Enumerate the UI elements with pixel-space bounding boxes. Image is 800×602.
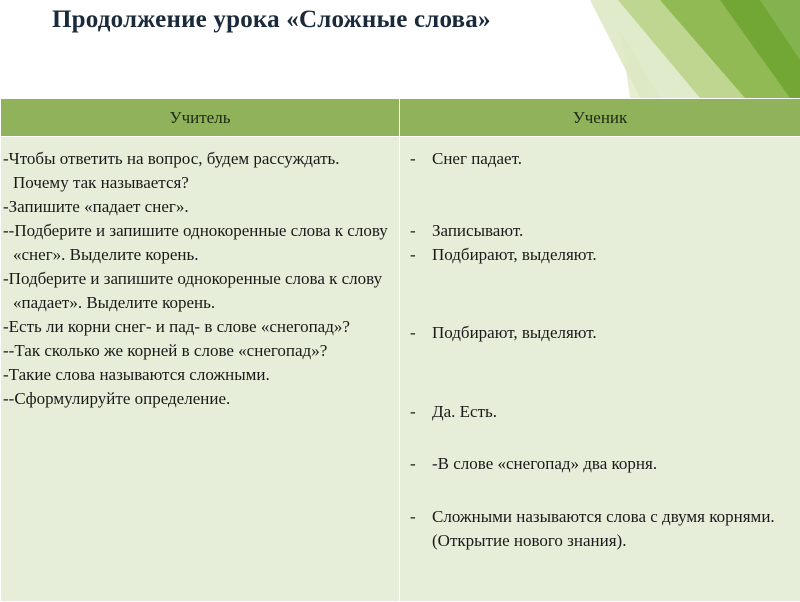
teacher-cell <box>1 137 400 602</box>
student-line <box>408 400 792 424</box>
teacher-line: -Такие слова называются сложными. <box>3 363 391 387</box>
dash-bullet: - <box>410 452 416 476</box>
student-line-text: Сложными называются слова с двумя корнями. (Открытие нового знания). <box>432 507 775 550</box>
dash-bullet: - <box>410 321 416 345</box>
student-line <box>408 321 792 345</box>
student-line-text: Записывают. <box>432 221 523 240</box>
slide-title: Продолжение урока «Сложные слова» <box>52 6 491 34</box>
dash-bullet: - <box>410 505 416 529</box>
teacher-line: --Подберите и запишите однокоренные слова к слову «снег». Выделите корень. <box>3 219 391 267</box>
student-line-text: -В слове «снегопад» два корня. <box>432 454 657 473</box>
teacher-line: -Подберите и запишите однокоренные слова к слову «падает». Выделите корень. <box>3 267 391 315</box>
teacher-lines <box>1 137 399 411</box>
dash-bullet: - <box>410 400 416 424</box>
student-line <box>408 147 792 171</box>
teacher-line: -Чтобы ответить на вопрос, будем рассуждать. Почему так называется? <box>3 147 391 195</box>
table-row <box>1 137 800 602</box>
student-line <box>408 243 792 267</box>
dash-bullet: - <box>410 243 416 267</box>
student-line <box>408 452 792 476</box>
student-lines <box>400 137 800 553</box>
teacher-line: --Сформулируйте определение. <box>3 387 391 411</box>
dash-bullet: - <box>410 147 416 171</box>
student-cell <box>400 137 800 602</box>
header-student: Ученик <box>400 99 800 137</box>
table-header-row <box>1 99 800 137</box>
teacher-line: --Так сколько же корней в слове «снегопад»? <box>3 339 391 363</box>
student-line-text: Подбирают, выделяют. <box>432 245 597 264</box>
student-line-text: Подбирают, выделяют. <box>432 323 597 342</box>
student-line <box>408 505 792 553</box>
student-line-text: Да. Есть. <box>432 402 497 421</box>
student-line-text: Снег падает. <box>432 149 522 168</box>
teacher-line: -Запишите «падает снег». <box>3 195 391 219</box>
header-teacher: Учитель <box>1 99 400 137</box>
teacher-line: -Есть ли корни снег- и пад- в слове «снегопад»? <box>3 315 391 339</box>
student-line <box>408 219 792 243</box>
dash-bullet: - <box>410 219 416 243</box>
lesson-table <box>0 98 800 602</box>
